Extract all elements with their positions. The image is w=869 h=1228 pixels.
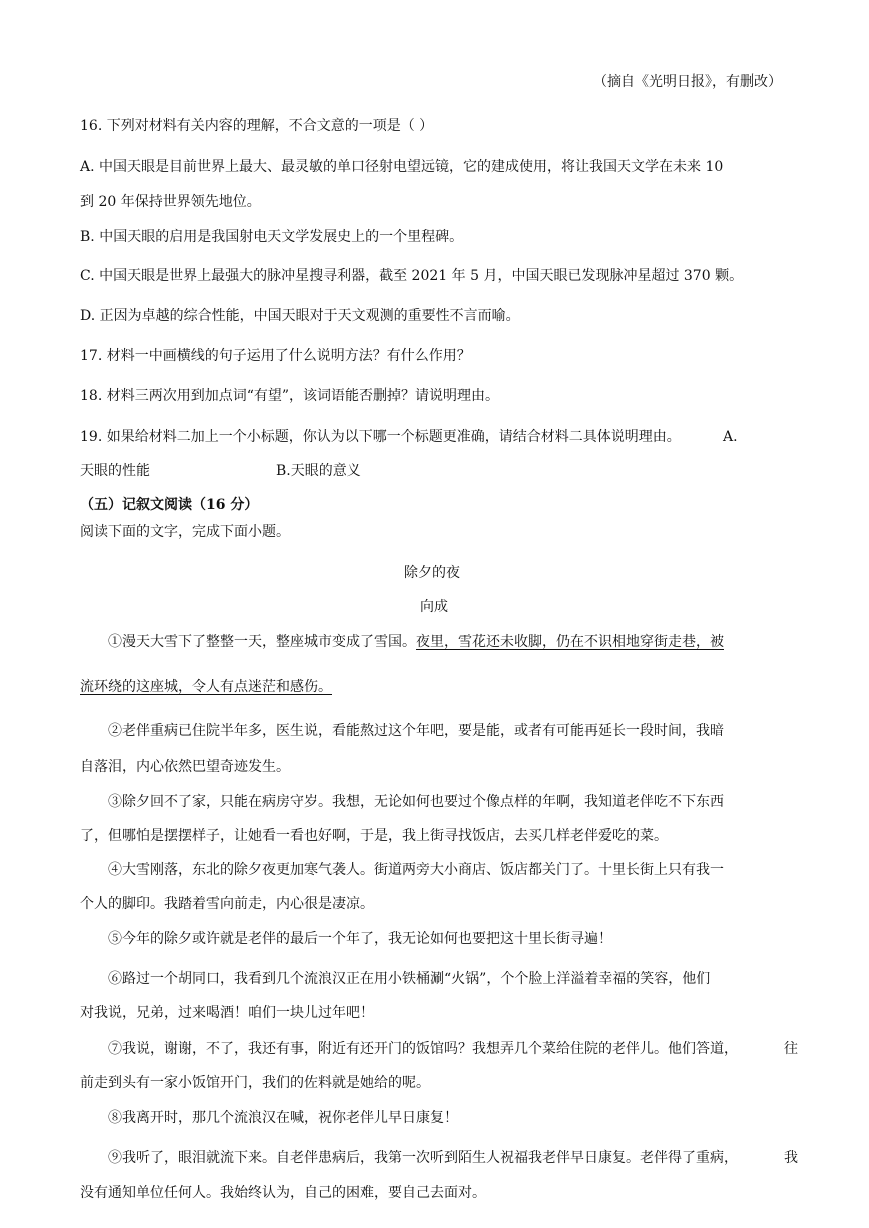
section-instruction: 阅读下面的文字，完成下面小题。 — [80, 524, 290, 540]
question-16-stem: 16. 下列对材料有关内容的理解，不合文意的一项是（ ） — [80, 118, 434, 134]
paragraph-9-line2: 没有通知单位任何人。我始终认为，自己的困难，要自己去面对。 — [80, 1185, 486, 1201]
paragraph-5: ⑤今年的除夕或许就是老伴的最后一个年了，我无论如何也要把这十里长街寻遍！ — [108, 931, 612, 947]
paragraph-3-line1: ③除夕回不了家，只能在病房守岁。我想，无论如何也要过个像点样的年啊，我知道老伴吃不下东西 — [108, 794, 724, 810]
question-16-option-d: D. 正因为卓越的综合性能，中国天眼对于天文观测的重要性不言而喻。 — [80, 308, 520, 324]
paragraph-7-line2: 前走到头有一家小饭馆开门，我们的佐料就是她给的呢。 — [80, 1075, 430, 1091]
paragraph-7-line1: ⑦我说，谢谢，不了，我还有事，附近有还开门的饭馆吗？我想弄几个菜给住院的老伴儿。他们答道， — [108, 1041, 738, 1057]
paragraph-2-line1: ②老伴重病已住院半年多，医生说，看能熬过这个年吧，要是能，或者有可能再延长一段时间，我暗 — [108, 723, 724, 739]
section-heading: （五）记叙文阅读（16 分） — [80, 497, 259, 513]
story-title: 除夕的夜 — [404, 565, 460, 581]
question-19-option-a-letter: A. — [723, 429, 738, 445]
paragraph-6-line2: 对我说，兄弟，过来喝酒！咱们一块儿过年吧！ — [80, 1005, 374, 1021]
question-19-option-b: B.天眼的意义 — [276, 463, 361, 479]
question-16-option-a-line2: 到 20 年保持世界领先地位。 — [80, 194, 261, 210]
question-19-stem: 19. 如果给材料二加上一个小标题，你认为以下哪一个标题更准确，请结合材料二具体说明理由。 — [80, 429, 681, 445]
paragraph-4-line2: 个人的脚印。我踏着雪向前走，内心很是凄凉。 — [80, 896, 374, 912]
source-note: （摘自《光明日报》，有删改） — [593, 74, 782, 90]
question-19-option-a-text: 天眼的性能 — [80, 463, 150, 479]
question-17: 17. 材料一中画横线的句子运用了什么说明方法？有什么作用？ — [80, 348, 471, 364]
paragraph-1-underlined-a: 夜里，雪花还未收脚，仍在不识相地穿街走巷，被 — [416, 634, 724, 650]
paragraph-1-line1 — [108, 632, 724, 652]
story-author: 向成 — [420, 599, 448, 615]
paragraph-6-line1: ⑥路过一个胡同口，我看到几个流浪汉正在用小铁桶涮“火锅”，个个脸上洋溢着幸福的笑容，他们 — [108, 971, 711, 987]
paragraph-4-line1: ④大雪刚落，东北的除夕夜更加寒气袭人。街道两旁大小商店、饭店都关门了。十里长街上只有我一 — [108, 862, 724, 878]
paragraph-3-line2: 了，但哪怕是摆摆样子，让她看一看也好啊，于是，我上街寻找饭店，去买几样老伴爱吃的菜。 — [80, 828, 668, 844]
paragraph-1-plain: ①漫天大雪下了整整一天，整座城市变成了雪国。 — [108, 634, 416, 650]
paragraph-1-line2: 流环绕的这座城，令人有点迷茫和感伤。 — [80, 679, 332, 695]
question-18: 18. 材料三两次用到加点词“有望”，该词语能否删掉？请说明理由。 — [80, 388, 500, 404]
paragraph-9-line1-end: 我 — [784, 1150, 798, 1166]
paragraph-2-line2: 自落泪，内心依然巴望奇迹发生。 — [80, 759, 290, 775]
question-16-option-a-line1: A. 中国天眼是目前世界上最大、最灵敏的单口径射电望远镜，它的建成使用，将让我国天文学在未来 10 — [80, 159, 724, 175]
paragraph-7-line1-end: 往 — [784, 1041, 798, 1057]
question-16-option-c: C. 中国天眼是世界上最强大的脉冲星搜寻利器，截至 2021 年 5 月，中国天眼已发现脉冲星超过 370 颗。 — [80, 268, 744, 284]
paragraph-8: ⑧我离开时，那几个流浪汉在喊，祝你老伴儿早日康复！ — [108, 1110, 458, 1126]
question-16-option-b: B. 中国天眼的启用是我国射电天文学发展史上的一个里程碑。 — [80, 229, 464, 245]
paragraph-9-line1: ⑨我听了，眼泪就流下来。自老伴患病后，我第一次听到陌生人祝福我老伴早日康复。老伴得了重病， — [108, 1150, 738, 1166]
